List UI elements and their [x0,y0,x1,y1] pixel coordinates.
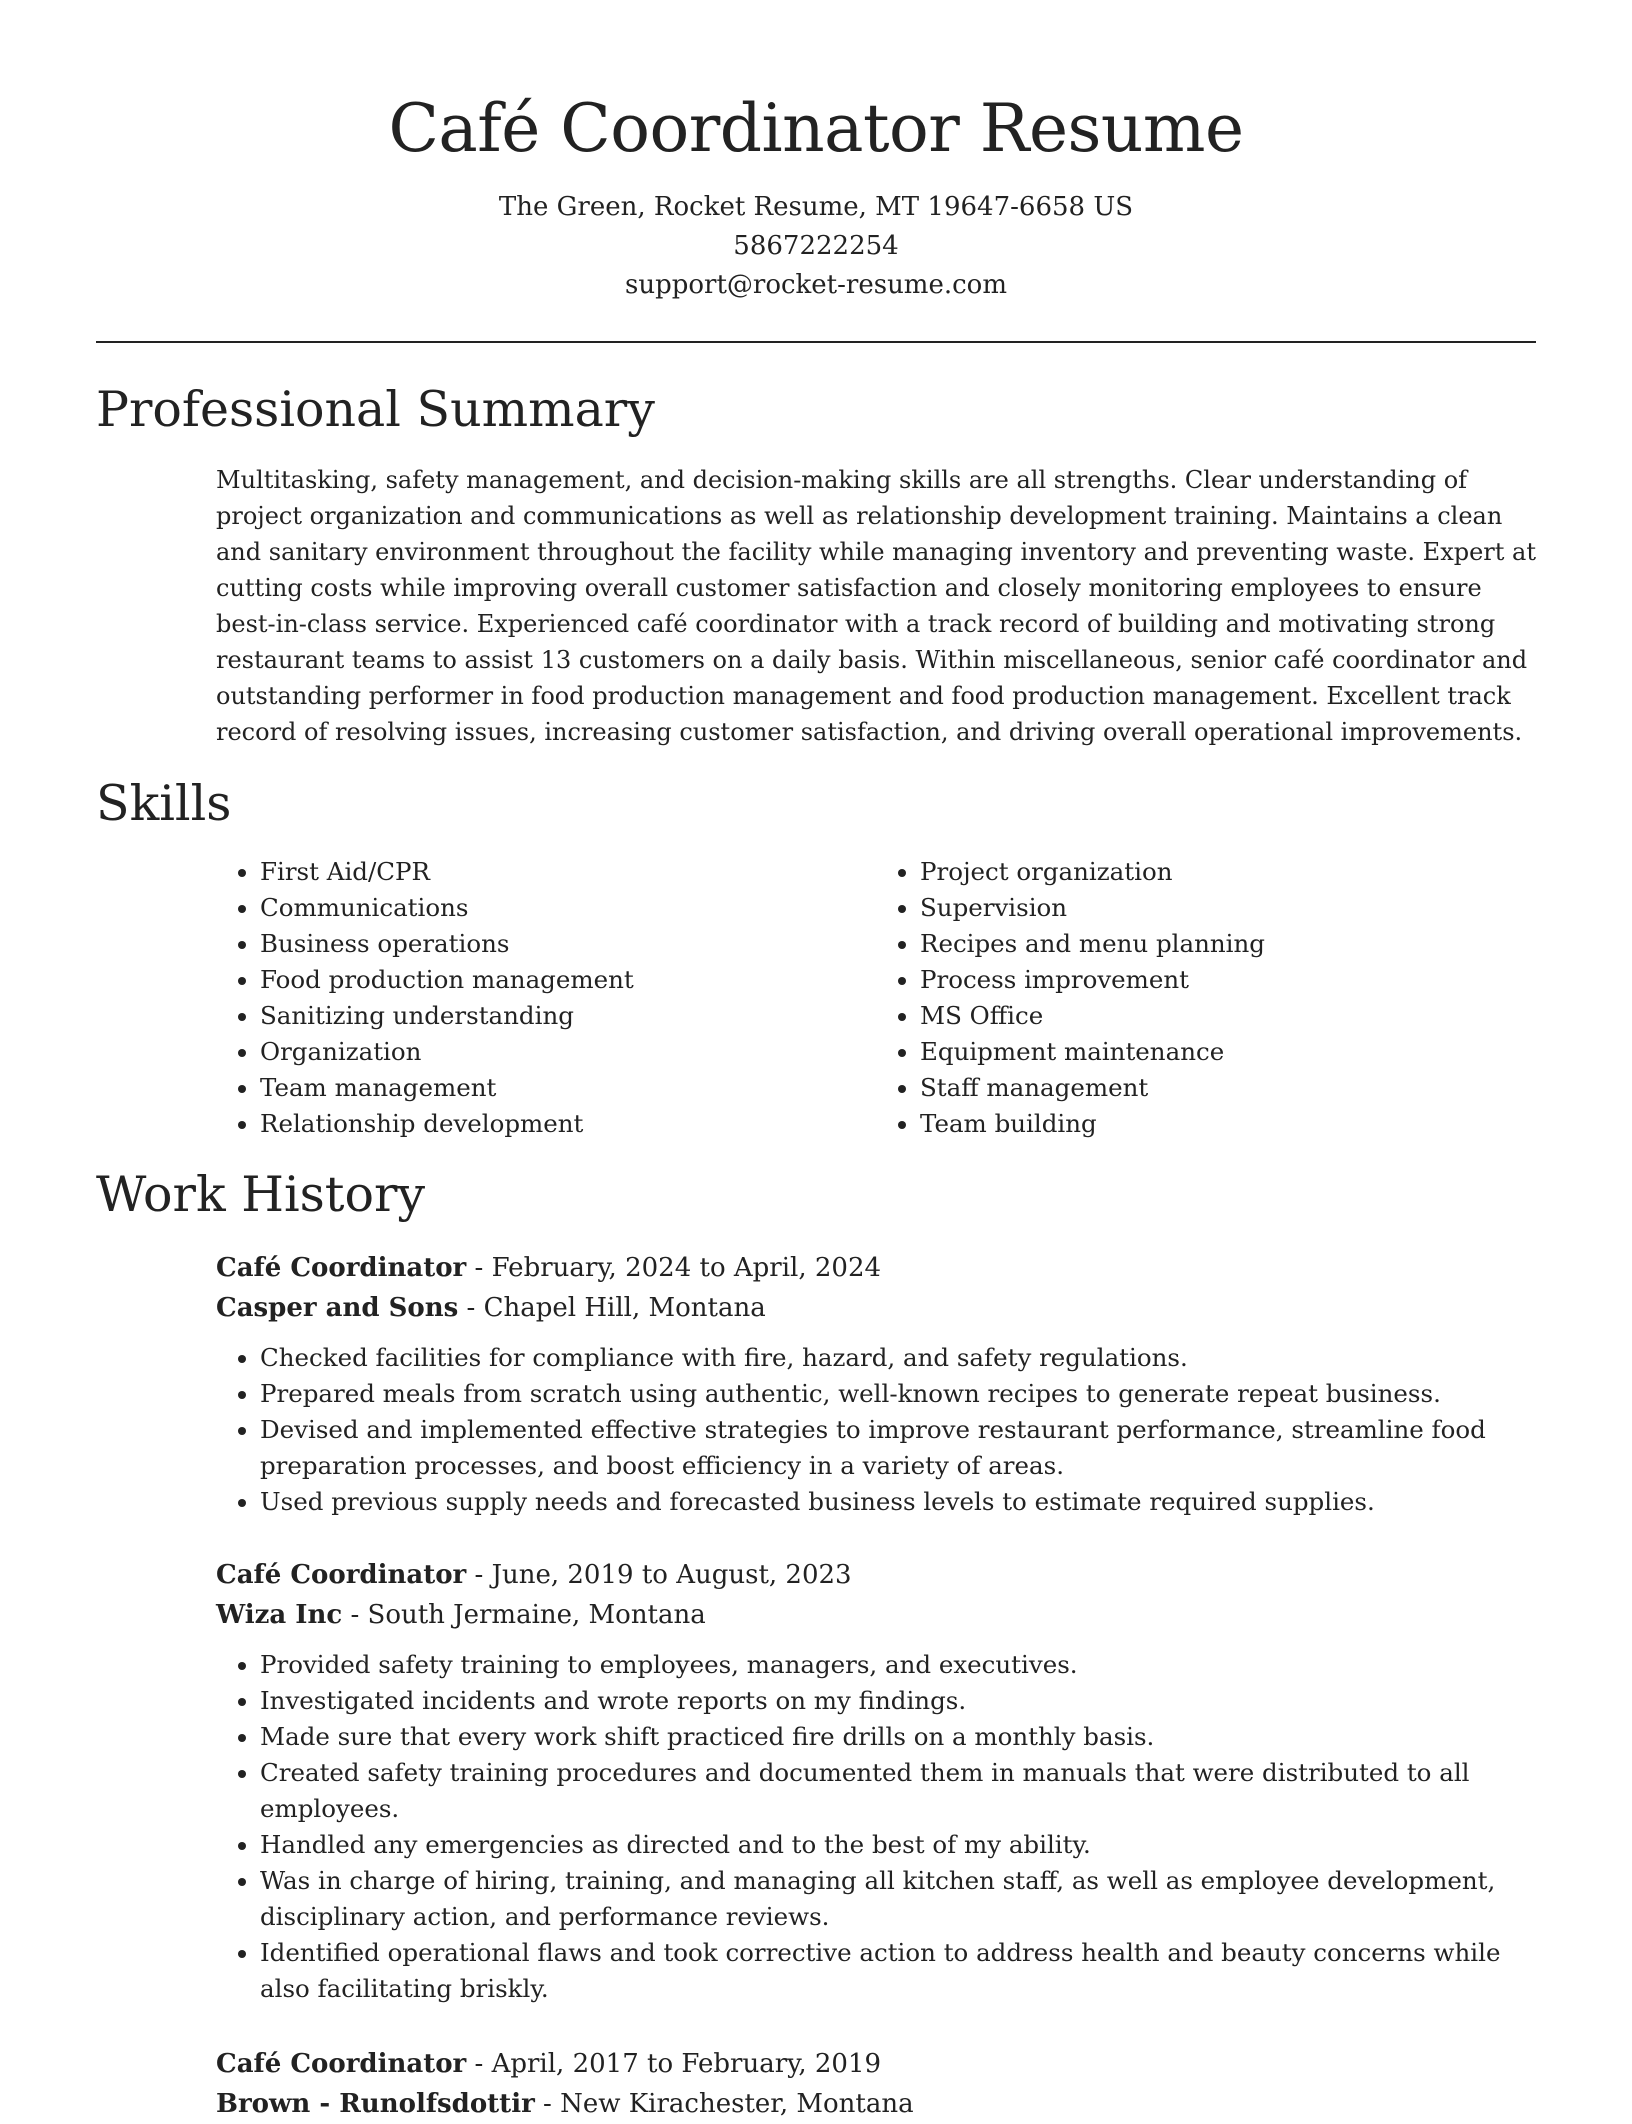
job-duty: • Created safety training procedures and documented them in manuals that were distributed to all employees. [260,1755,1536,1827]
job-duty: • Was in charge of hiring, training, and managing all kitchen staff, as well as employee development, disciplinary action, and performance reviews. [260,1863,1536,1935]
job-company: Brown - Runolfsdottir [216,2089,535,2119]
resume-header [96,84,1536,305]
job-duty: • Prepared meals from scratch using authentic, well-known recipes to generate repeat business. [260,1376,1536,1412]
skill-item: • Recipes and menu planning [920,926,1536,962]
skill-item: • Team building [920,1106,1536,1142]
job-duty: • Handled any emergencies as directed and to the best of my ability. [260,1827,1536,1863]
skills-column-left [216,854,876,1142]
job-company: Wiza Inc [216,1600,343,1630]
skill-item: • Process improvement [920,962,1536,998]
job-duty: • Made sure that every work shift practiced fire drills on a monthly basis. [260,1719,1536,1755]
job-entry [216,1248,1536,1520]
job-title-line [216,1248,1536,1288]
contact-info [96,188,1536,305]
skill-item: • First Aid/CPR [260,854,876,890]
skill-item: • Sanitizing understanding [260,998,876,1034]
skill-item: • Supervision [920,890,1536,926]
job-location: - New Kirachester, Montana [534,2089,914,2119]
skill-item: • Organization [260,1034,876,1070]
job-company-line [216,1288,1536,1328]
skill-item: • Communications [260,890,876,926]
resume-title: Café Coordinator Resume [388,90,1244,167]
job-dates: - June, 2019 to August, 2023 [466,1560,852,1590]
work-history-heading: Work History [96,1166,426,1223]
job-company-line [216,1595,1536,1635]
job-entry [216,1555,1536,2007]
header-divider [96,341,1536,343]
job-duties [216,1647,1536,2007]
job-duty: • Provided safety training to employees, managers, and executives. [260,1647,1536,1683]
skills-column-right [876,854,1536,1142]
job-location: - Chapel Hill, Montana [458,1293,766,1323]
job-dates: - February, 2024 to April, 2024 [466,1253,882,1283]
job-duties [216,1340,1536,1520]
job-title-line [216,1555,1536,1595]
job-company-line [216,2084,1536,2124]
skills-list [216,854,1536,1142]
job-dates: - April, 2017 to February, 2019 [466,2049,882,2079]
skill-item: • Team management [260,1070,876,1106]
job-title: Café Coordinator [216,1560,467,1590]
job-title: Café Coordinator [216,2049,467,2079]
job-location: - South Jermaine, Montana [342,1600,706,1630]
skill-item: • Project organization [920,854,1536,890]
skill-item: • Equipment maintenance [920,1034,1536,1070]
job-duty: • Devised and implemented effective strategies to improve restaurant performance, streamline food preparation processes, and boost efficiency in a variety of areas. [260,1412,1536,1484]
summary-heading: Professional Summary [96,381,655,438]
contact-phone: 5867222254 [733,231,899,261]
contact-address: The Green, Rocket Resume, MT 19647-6658 US [498,192,1134,222]
job-title-line [216,2044,1536,2084]
job-duty: • Identified operational flaws and took corrective action to address health and beauty concerns while also facilitating briskly. [260,1935,1536,2007]
skill-item: • Food production management [260,962,876,998]
skill-item: • Business operations [260,926,876,962]
job-duty: • Used previous supply needs and forecasted business levels to estimate required supplies. [260,1484,1536,1520]
summary-text: Multitasking, safety management, and decision-making skills are all strengths. Clear understanding of project organization and communications as well as relationship development training. Maintains a clean and sanitary environment throughout the facility while managing inventory and preventing waste. Expert at cutting costs while improving overall customer satisfaction and closely monitoring employees to ensure best-in-class service. Experienced café coordinator with a track record of building and motivating strong restaurant teams to assist 13 customers on a daily basis. Within miscellaneous, senior café coordinator and outstanding performer in food production management and food production management. Excellent track record of resolving issues, increasing customer satisfaction, and driving overall operational improvements. [216,466,1536,746]
skill-item: • Staff management [920,1070,1536,1106]
skills-heading: Skills [96,775,232,832]
skill-item: • Relationship development [260,1106,876,1142]
contact-email: support@rocket-resume.com [624,270,1007,300]
job-duty: • Investigated incidents and wrote reports on my findings. [260,1683,1536,1719]
job-entry [216,2044,1536,2124]
skill-item: • MS Office [920,998,1536,1034]
job-company: Casper and Sons [216,1293,459,1323]
job-title: Café Coordinator [216,1253,467,1283]
job-duty: • Checked facilities for compliance with fire, hazard, and safety regulations. [260,1340,1536,1376]
